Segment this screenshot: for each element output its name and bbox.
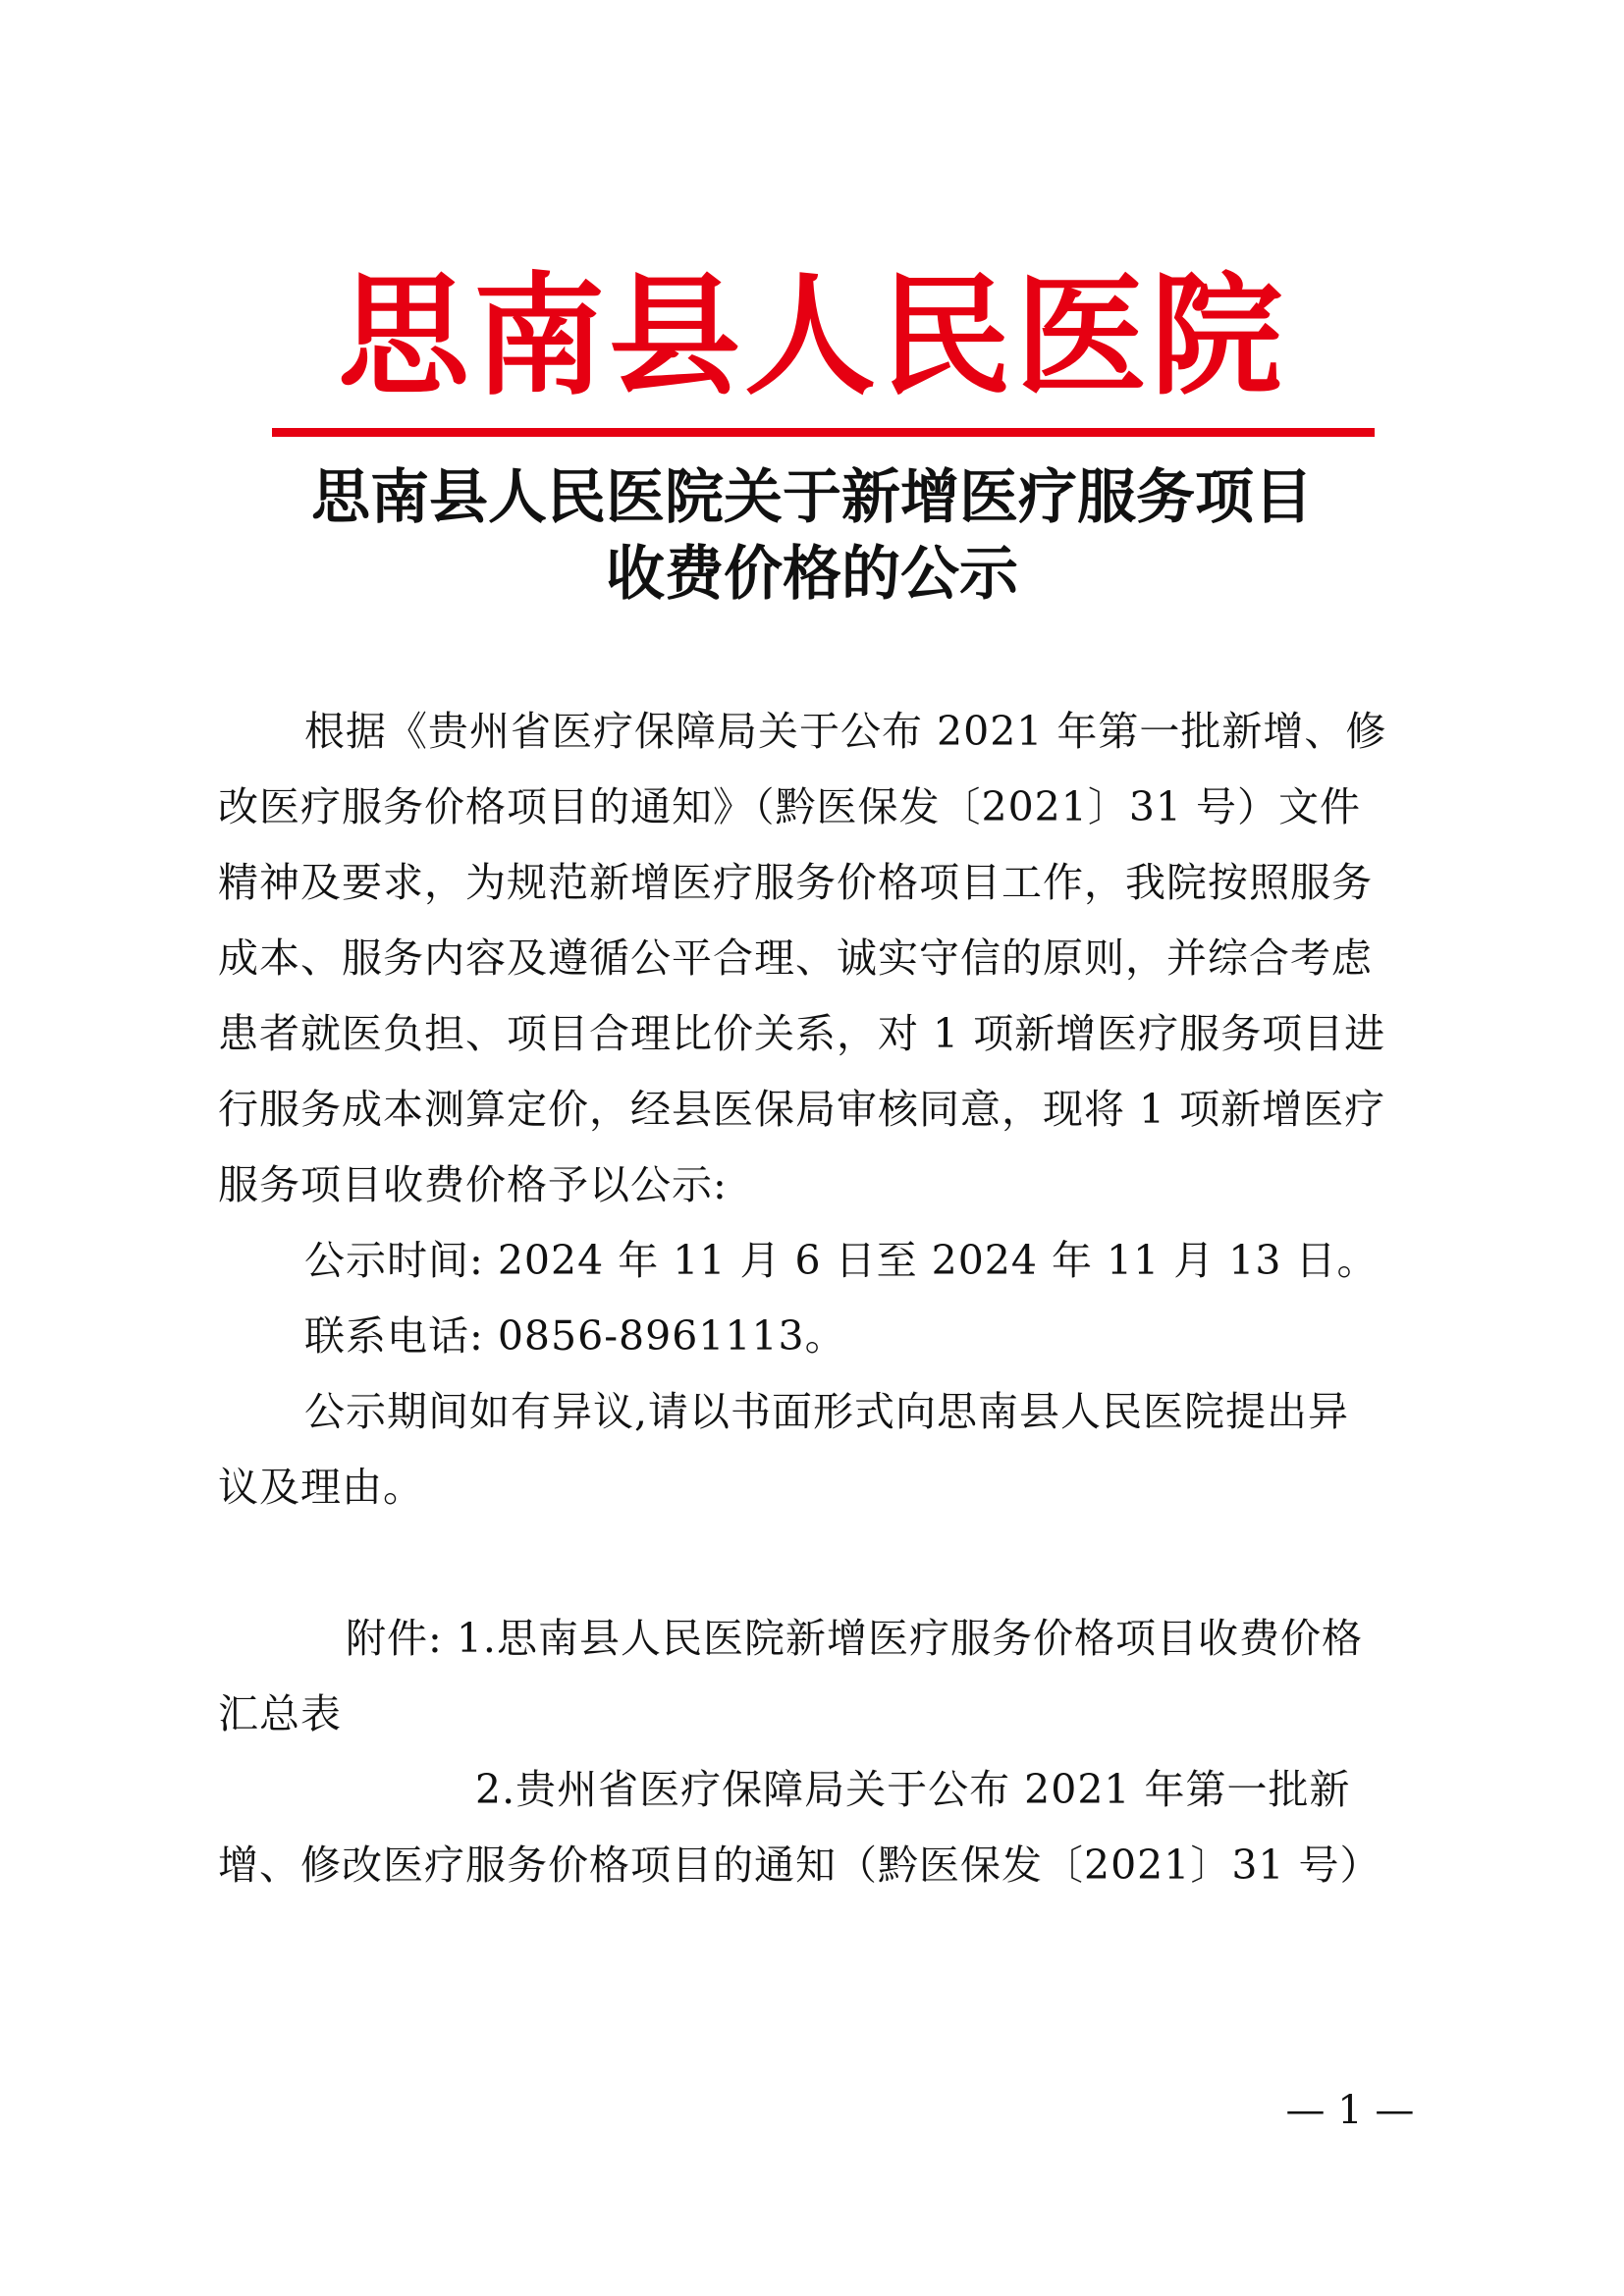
attachment-line: 附件: 1.思南县人民医院新增医疗服务价格项目收费价格	[346, 1615, 1363, 1662]
attachment-1	[218, 1601, 1416, 1752]
spacer	[218, 1525, 1416, 1601]
paragraph-line: 根据《贵州省医疗保障局关于公布 2021 年第一批新增、修	[304, 708, 1387, 755]
document-body	[218, 694, 1416, 1903]
masthead-red-rule	[272, 428, 1375, 437]
paragraph-objection	[218, 1374, 1416, 1525]
paragraph-line: 患者就医负担、项目合理比价关系，对 1 项新增医疗服务项目进	[218, 1010, 1386, 1057]
paragraph-line: 精神及要求，为规范新增医疗服务价格项目工作，我院按照服务	[218, 859, 1373, 906]
paragraph-line: 行服务成本测算定价，经县医保局审核同意，现将 1 项新增医疗	[218, 1086, 1386, 1133]
title-line-2: 收费价格的公示	[606, 540, 1018, 609]
attachment-line: 增、修改医疗服务价格项目的通知（黔医保发〔2021〕31 号）	[218, 1842, 1381, 1889]
paragraph-basis	[218, 694, 1416, 1223]
notice-period: 公示时间: 2024 年 11 月 6 日至 2024 年 11 月 13 日。	[304, 1237, 1379, 1284]
attachment-line: 汇总表	[218, 1690, 342, 1737]
page-number: — 1 —	[1285, 2088, 1415, 2133]
paragraph-line: 改医疗服务价格项目的通知》（黔医保发〔2021〕31 号）文件	[218, 783, 1362, 830]
title-line-1: 思南县人民医院关于新增医疗服务项目	[311, 463, 1313, 532]
paragraph-line: 议及理由。	[218, 1464, 424, 1511]
paragraph-line: 公示期间如有异议,请以书面形式向思南县人民医院提出异	[304, 1388, 1350, 1435]
masthead-org-name: 思南县人民医院	[337, 260, 1286, 413]
paragraph-line: 成本、服务内容及遵循公平合理、诚实守信的原则，并综合考虑	[218, 934, 1373, 982]
contact-phone: 联系电话: 0856-8961113。	[304, 1312, 846, 1360]
attachment-line: 2.贵州省医疗保障局关于公布 2021 年第一批新	[475, 1766, 1351, 1813]
attachment-2	[218, 1752, 1416, 1903]
paragraph-line: 服务项目收费价格予以公示:	[218, 1161, 728, 1208]
document-title	[216, 459, 1408, 613]
